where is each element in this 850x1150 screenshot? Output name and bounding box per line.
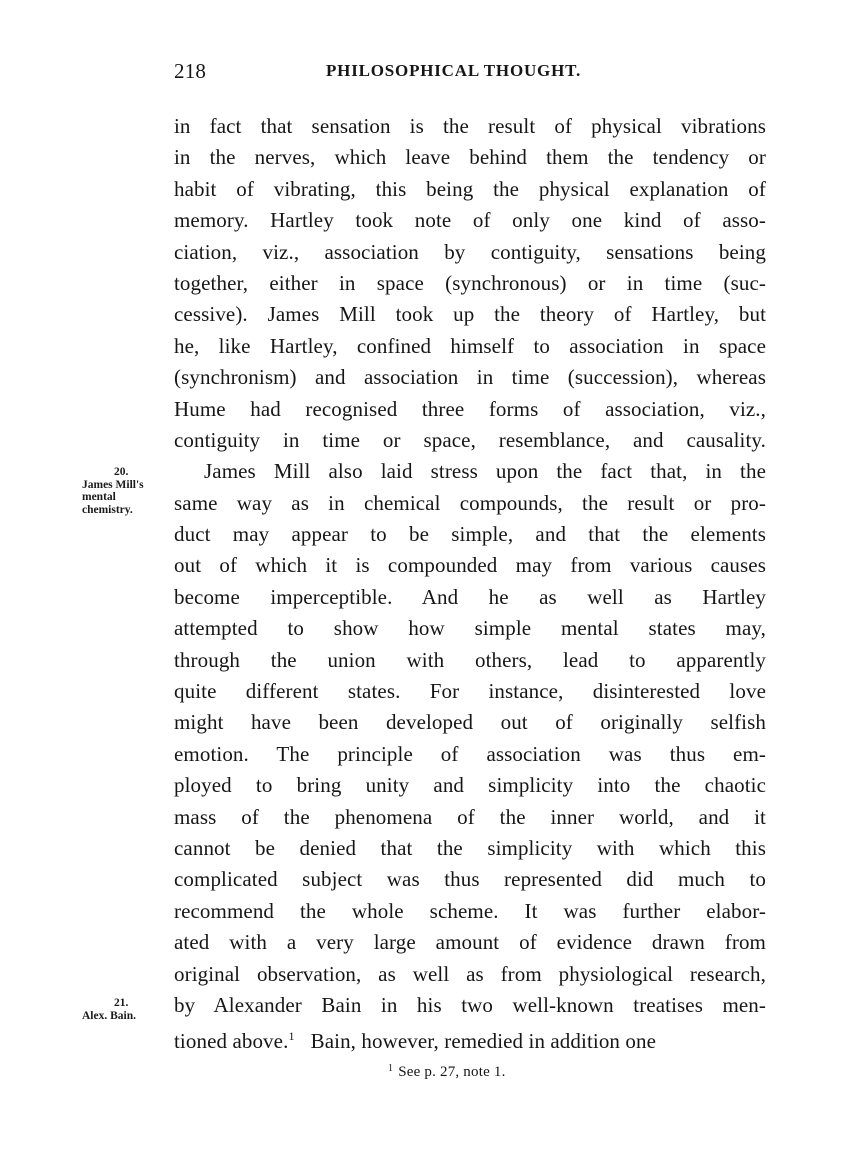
- margin-note-bain: [82, 997, 170, 1022]
- text-line: (synchronism) and association in time (succession), whereas: [174, 365, 766, 390]
- text-line: habit of vibrating, this being the physical explanation of: [174, 176, 766, 201]
- text-line: out of which it is compounded may from various causes: [174, 553, 766, 578]
- margin-note-line: chemistry.: [82, 503, 133, 516]
- body-text: [174, 111, 766, 1053]
- margin-note-number: 21.: [114, 997, 129, 1009]
- page-number: 218: [174, 59, 207, 83]
- margin-note-number: 20.: [114, 466, 129, 478]
- text-line: cannot be denied that the simplicity with which this: [174, 835, 766, 860]
- paragraph-start-line: James Mill also laid stress upon the fact that, in the: [204, 459, 766, 484]
- text-line: by Alexander Bain in his two well-known treatises men-: [174, 992, 766, 1017]
- footnote-mark: 1: [388, 1063, 394, 1074]
- running-title: PHILOSOPHICAL THOUGHT.: [326, 61, 582, 80]
- text-line: might have been developed out of originally selfish: [174, 710, 766, 735]
- margin-note-line: Alex. Bain.: [82, 1009, 136, 1022]
- text-line: contiguity in time or space, resemblance, and causality.: [174, 427, 766, 452]
- footnote-text: See p. 27, note 1.: [398, 1064, 506, 1080]
- text-line: original observation, as well as from physiological research,: [174, 961, 766, 986]
- text-line: together, either in space (synchronous) or in time (suc-: [174, 270, 766, 295]
- text-line: become imperceptible. And he as well as Hartley: [174, 584, 766, 609]
- text-line: Hume had recognised three forms of association, viz.,: [174, 396, 766, 421]
- text-fragment: tioned above.: [174, 1029, 289, 1054]
- text-line: in the nerves, which leave behind them the tendency or: [174, 145, 766, 170]
- footnote-reference[interactable]: 1: [288, 1029, 295, 1044]
- footnote: [388, 1063, 506, 1081]
- text-line: cessive). James Mill took up the theory of Hartley, but: [174, 302, 766, 327]
- text-line: duct may appear to be simple, and that the elements: [174, 522, 766, 547]
- text-line: he, like Hartley, confined himself to association in space: [174, 333, 766, 358]
- margin-note-james-mill: [82, 466, 170, 516]
- text-line: in fact that sensation is the result of physical vibrations: [174, 114, 766, 138]
- text-line: complicated subject was thus represented did much to: [174, 867, 766, 892]
- text-line: same way as in chemical compounds, the result or pro-: [174, 490, 766, 515]
- margin-note-line: James Mill's: [82, 478, 144, 491]
- text-line: quite different states. For instance, disinterested love: [174, 679, 766, 704]
- text-line: recommend the whole scheme. It was further elabor-: [174, 898, 766, 923]
- text-line: ated with a very large amount of evidence drawn from: [174, 930, 766, 955]
- text-line: through the union with others, lead to apparently: [174, 647, 766, 672]
- page-header: [174, 59, 614, 89]
- text-line-with-footnote: [174, 1021, 766, 1052]
- margin-note-line: mental: [82, 491, 116, 503]
- text-line: attempted to show how simple mental states may,: [174, 616, 766, 641]
- text-line: emotion. The principle of association was thus em-: [174, 741, 766, 766]
- text-fragment: Bain, however, remedied in addition one: [310, 1029, 656, 1054]
- text-line: ciation, viz., association by contiguity, sensations being: [174, 239, 766, 264]
- text-line: mass of the phenomena of the inner world, and it: [174, 804, 766, 829]
- text-line: ployed to bring unity and simplicity into the chaotic: [174, 773, 766, 798]
- text-line: memory. Hartley took note of only one kind of asso-: [174, 208, 766, 233]
